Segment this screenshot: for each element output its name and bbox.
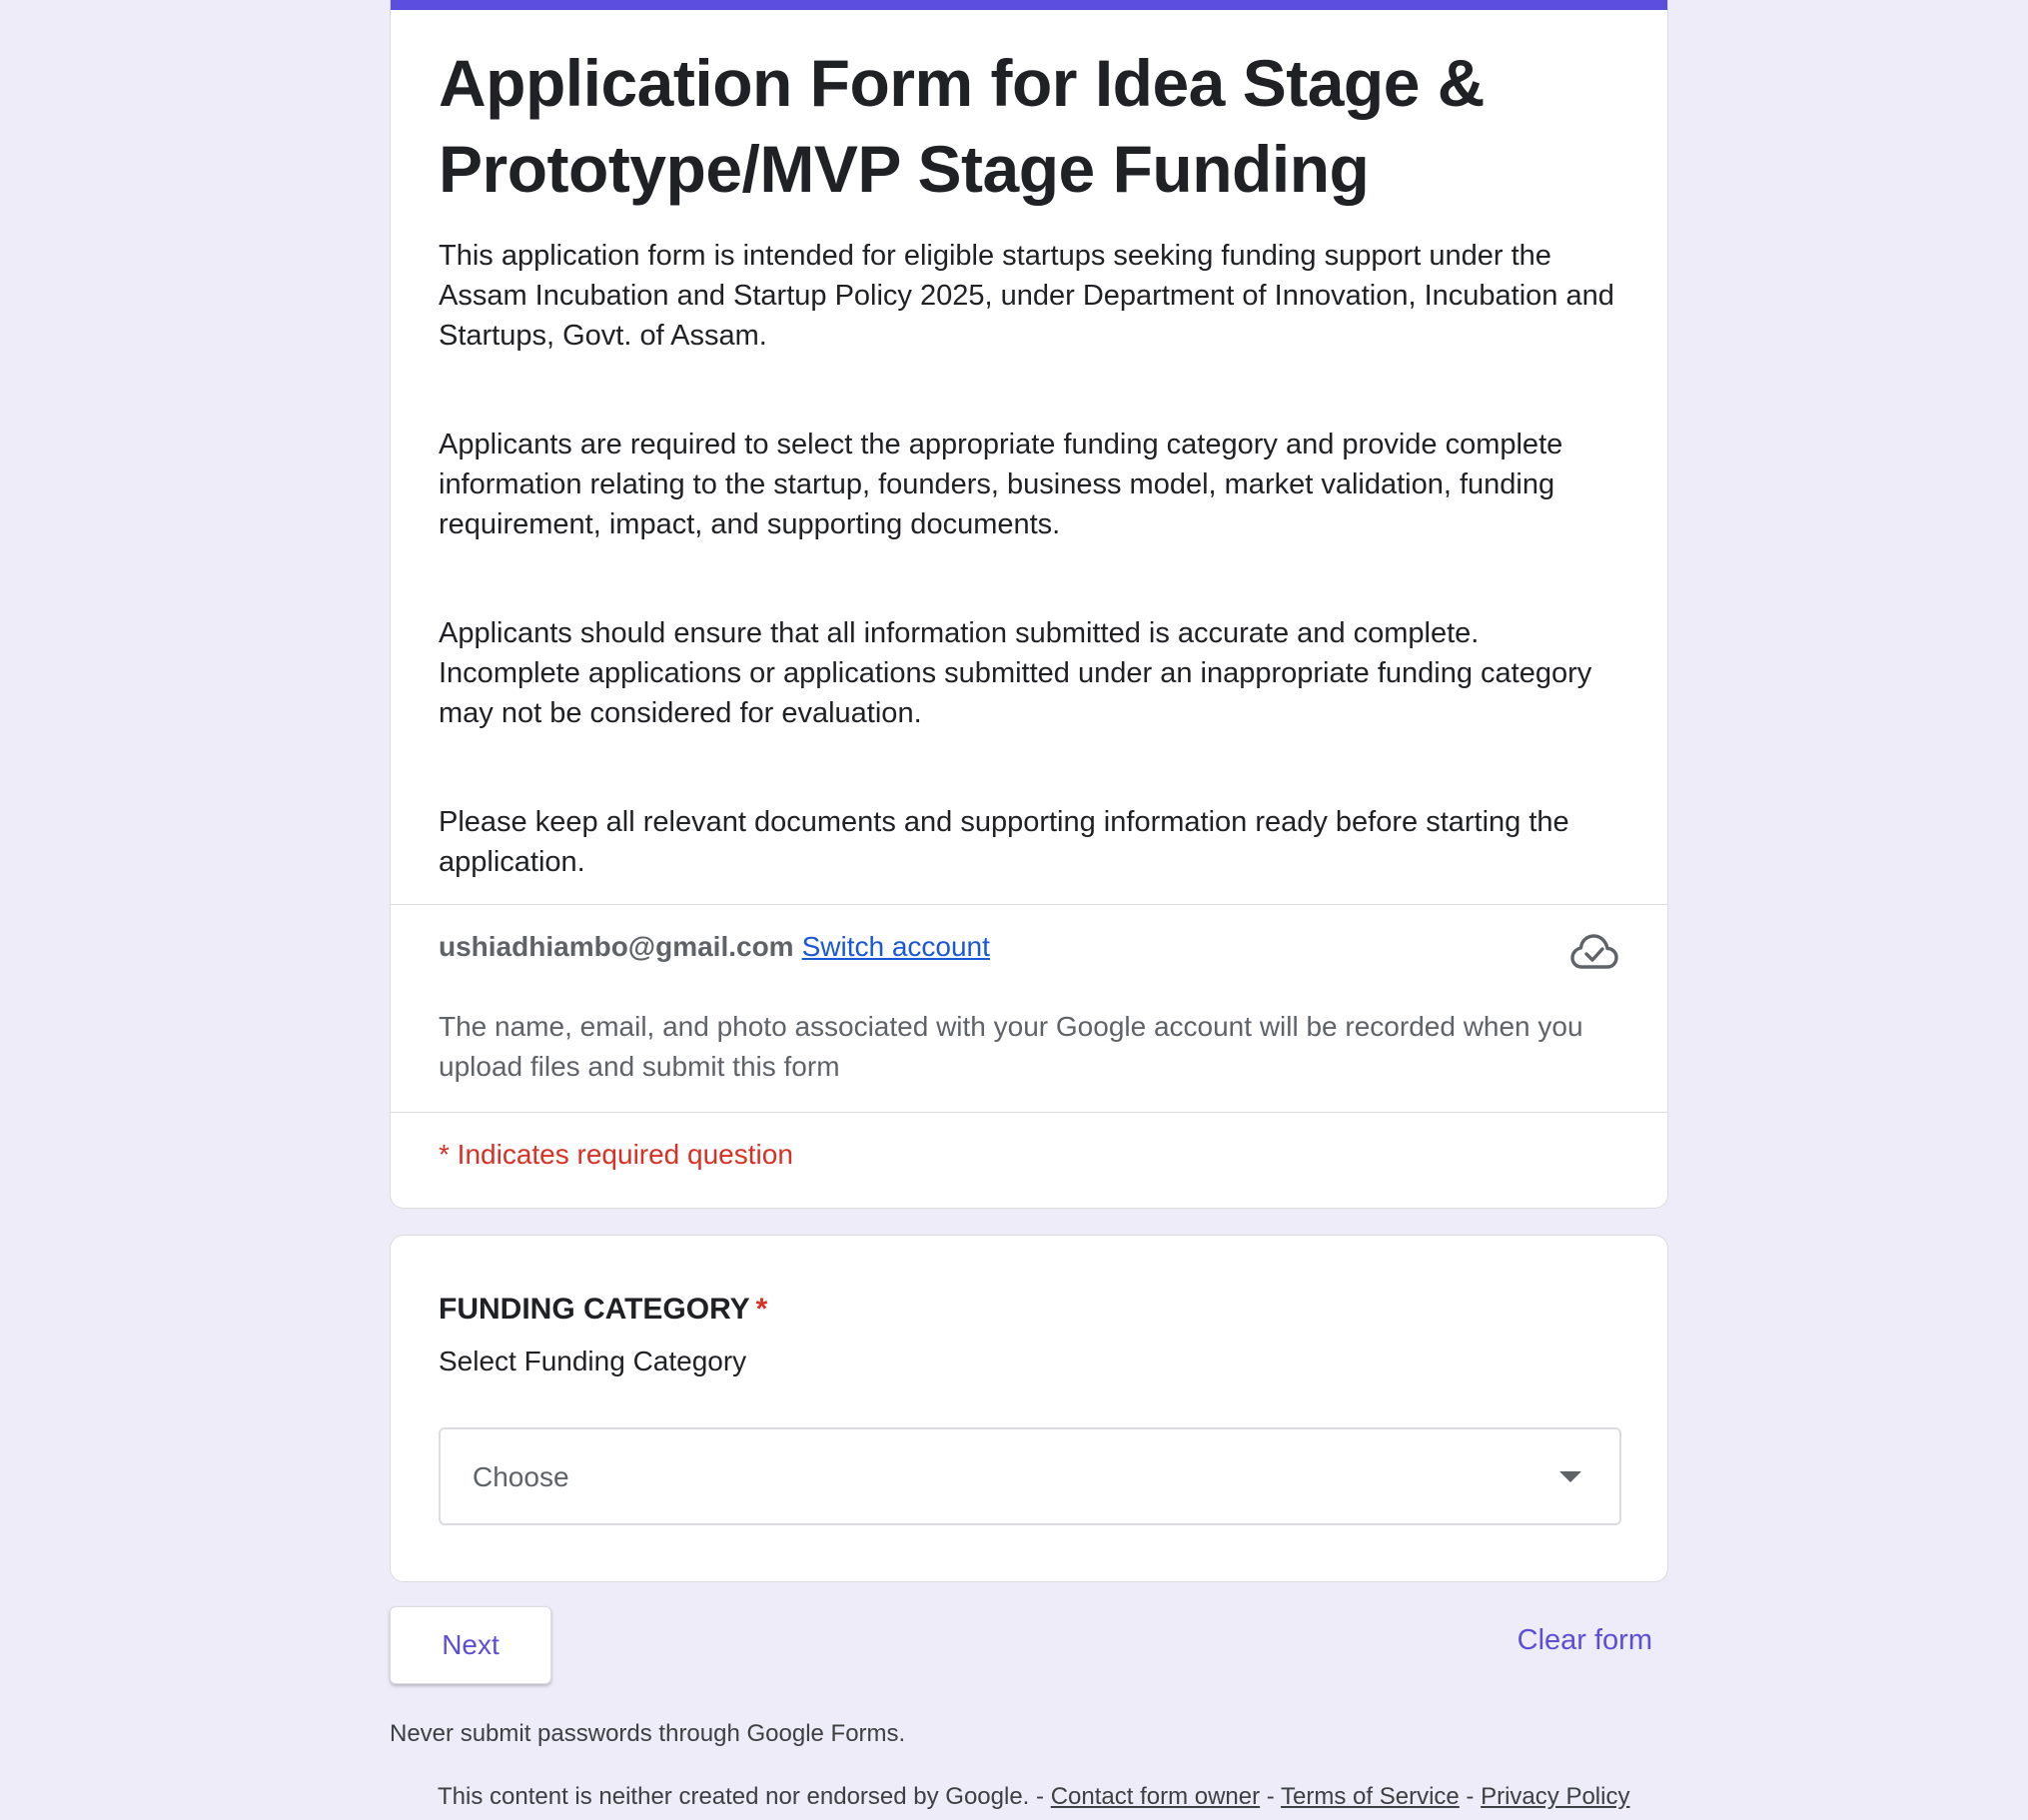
- footer-disclaimer: This content is neither created nor endorsed by Google.: [438, 1783, 1030, 1810]
- funding-category-select[interactable]: [439, 1427, 1621, 1525]
- footer-separator: -: [1036, 1783, 1045, 1810]
- select-placeholder: Choose: [473, 1461, 569, 1492]
- terms-of-service-link[interactable]: Terms of Service: [1281, 1783, 1460, 1810]
- question-title: [439, 1290, 767, 1330]
- description-paragraph: This application form is intended for eligible startups seeking funding support under the Assam Incubation and Startup Policy 2025, under Department of Innovation, Incubation and Startups, Govt. of Assam.: [439, 240, 1614, 352]
- required-question-note: * Indicates required question: [439, 1139, 793, 1170]
- footer-separator: -: [1466, 1783, 1475, 1810]
- form-title: Application Form for Idea Stage & Prototype/MVP Stage Funding: [439, 46, 1485, 206]
- account-row: [439, 927, 990, 967]
- switch-account-link[interactable]: Switch account: [801, 931, 990, 962]
- description-paragraph: Applicants should ensure that all information submitted is accurate and complete. Incomplete applications or applications submitted under an inappropriate funding category may not be considered for evaluation.: [439, 617, 1592, 729]
- divider: [391, 904, 1667, 905]
- account-email: ushiadhiambo@gmail.com: [439, 931, 794, 962]
- form-description: [391, 212, 1667, 882]
- dropdown-arrow-icon: [1559, 1471, 1581, 1482]
- description-paragraph: Applicants are required to select the appropriate funding category and provide complete information relating to the startup, founders, business model, market validation, funding requirement, impact, and supporting documents.: [439, 429, 1563, 540]
- next-button[interactable]: Next: [390, 1606, 551, 1684]
- clear-form-button[interactable]: Clear form: [1518, 1620, 1652, 1660]
- footer-separator: -: [1266, 1783, 1275, 1810]
- accent-bar: [391, 0, 1667, 10]
- description-paragraph: Please keep all relevant documents and supporting information ready before starting the application.: [439, 806, 1569, 878]
- question-description: Select Funding Category: [439, 1346, 747, 1376]
- question-card-funding-category: [390, 1235, 1668, 1582]
- form-page: [390, 0, 1668, 1810]
- privacy-policy-link[interactable]: Privacy Policy: [1481, 1783, 1630, 1810]
- divider: [391, 1112, 1667, 1113]
- account-privacy-note: The name, email, and photo associated with your Google account will be recorded when you upload files and submit this form: [439, 1011, 1583, 1082]
- form-header-card: [390, 0, 1668, 1209]
- required-asterisk: *: [755, 1293, 768, 1326]
- contact-form-owner-link[interactable]: Contact form owner: [1050, 1783, 1261, 1810]
- password-warning: Never submit passwords through Google Forms.: [390, 1720, 906, 1747]
- question-title-text: FUNDING CATEGORY: [439, 1293, 750, 1326]
- footer: [438, 1781, 1629, 1813]
- cloud-check-icon: [1569, 931, 1619, 973]
